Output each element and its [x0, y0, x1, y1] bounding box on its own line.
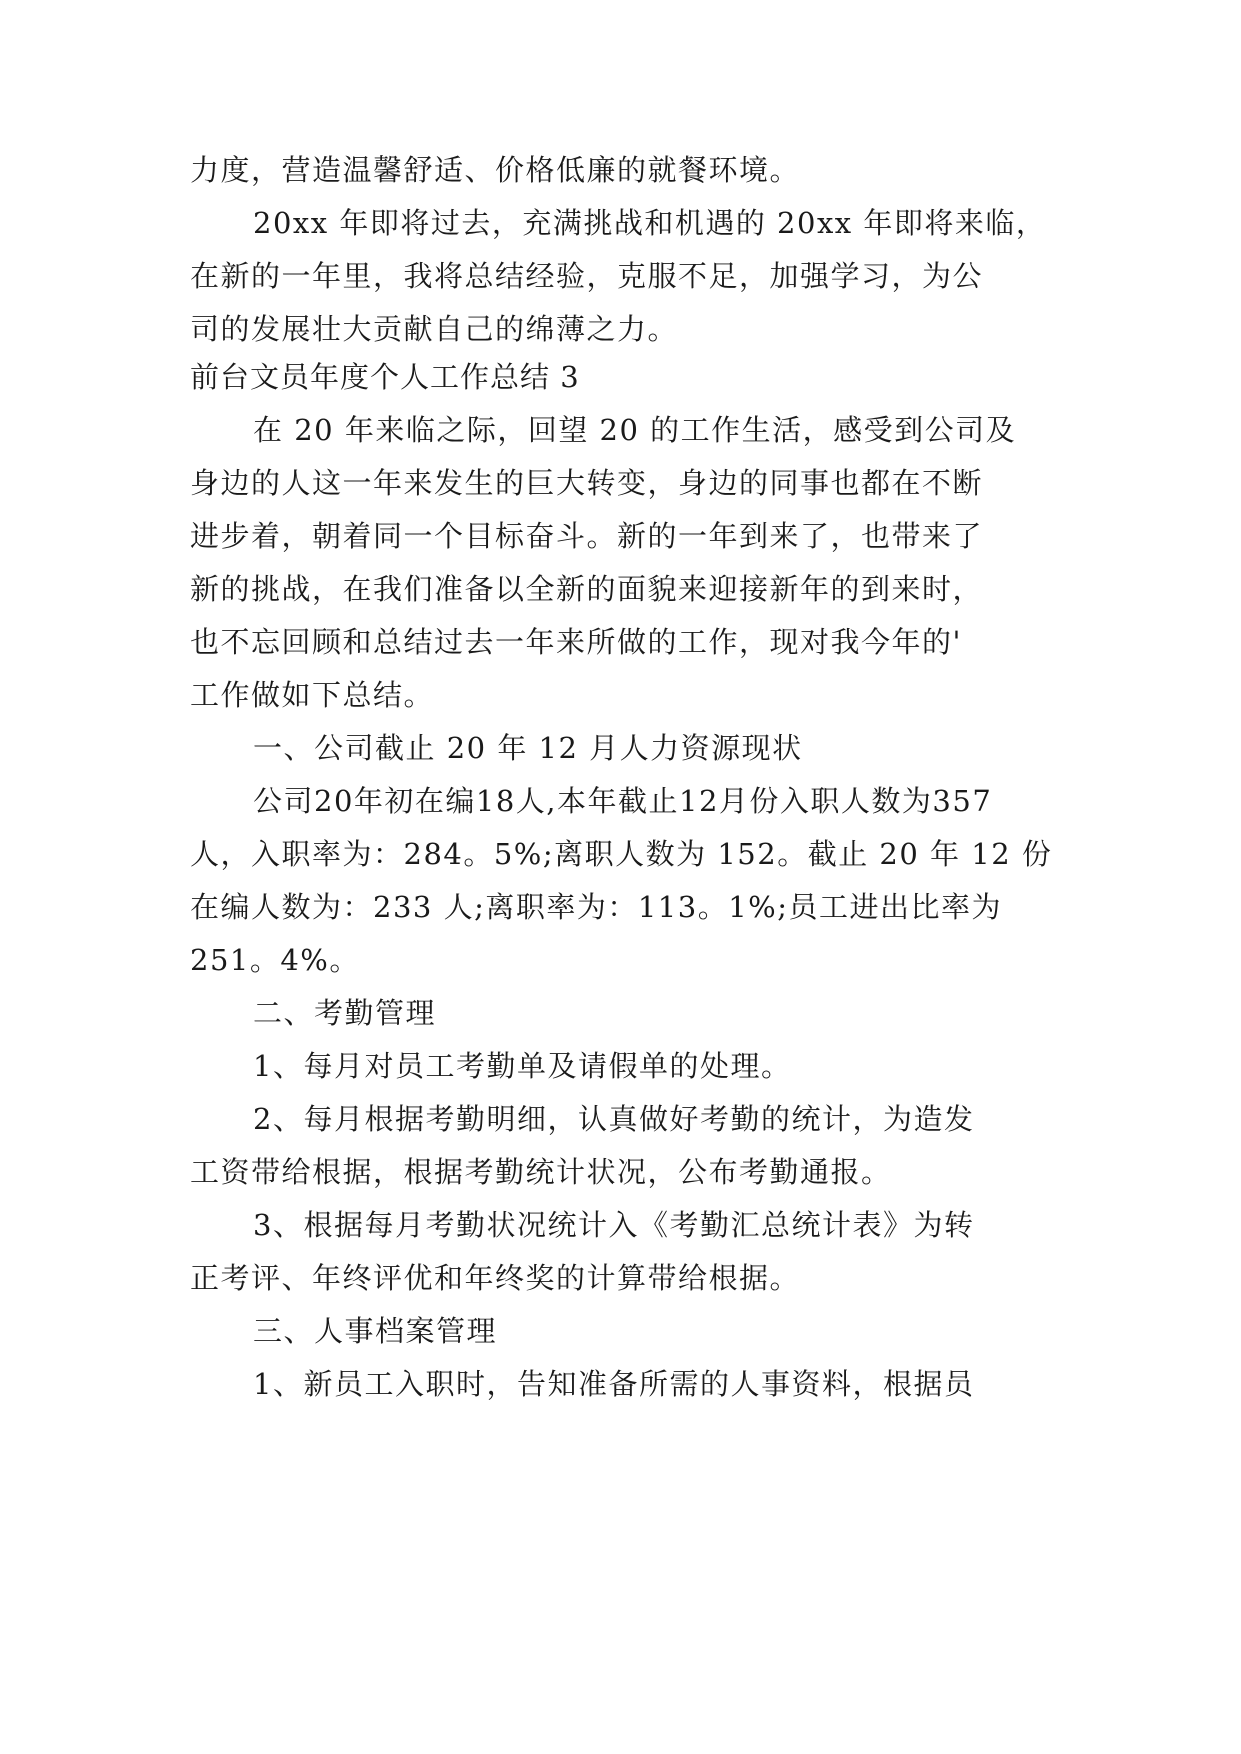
paragraph-line: 三、人事档案管理 [253, 1314, 498, 1348]
paragraph-line: 二、考勤管理 [253, 996, 437, 1030]
paragraph-line: 1、每月对员工考勤单及请假单的处理。 [253, 1049, 792, 1083]
paragraph-line: 2、每月根据考勤明细，认真做好考勤的统计，为造发 [253, 1102, 975, 1136]
paragraph-line: 工资带给根据，根据考勤统计状况，公布考勤通报。 [190, 1155, 892, 1189]
paragraph-line: 身边的人这一年来发生的巨大转变，身边的同事也都在不断 [190, 466, 984, 500]
paragraph-line: 人，入职率为：284。5%;离职人数为 152。截止 20 年 12 份 [190, 837, 1053, 871]
paragraph-line: 司的发展壮大贡献自己的绵薄之力。 [190, 312, 679, 346]
paragraph-line: 一、公司截止 20 年 12 月人力资源现状 [253, 731, 803, 765]
paragraph-line: 正考评、年终评优和年终奖的计算带给根据。 [190, 1261, 801, 1295]
paragraph-line: 在 20 年来临之际，回望 20 的工作生活，感受到公司及 [253, 413, 1017, 447]
paragraph-line: 公司20年初在编18人,本年截止12月份入职人数为357 [253, 784, 993, 818]
paragraph-line: 进步着，朝着同一个目标奋斗。新的一年到来了，也带来了 [190, 519, 984, 553]
paragraph-line: 也不忘回顾和总结过去一年来所做的工作，现对我今年的' [190, 625, 962, 659]
paragraph-line: 3、根据每月考勤状况统计入《考勤汇总统计表》为转 [253, 1208, 975, 1242]
paragraph-line: 20xx 年即将过去，充满挑战和机遇的 20xx 年即将来临， [253, 206, 1047, 240]
paragraph-line: 1、新员工入职时，告知准备所需的人事资料，根据员 [253, 1367, 975, 1401]
paragraph-line: 251。4%。 [190, 943, 360, 977]
paragraph-line: 在新的一年里，我将总结经验，克服不足，加强学习，为公 [190, 259, 984, 293]
section-title: 前台文员年度个人工作总结 3 [190, 360, 580, 394]
paragraph-line: 工作做如下总结。 [190, 678, 435, 712]
paragraph-line: 新的挑战，在我们准备以全新的面貌来迎接新年的到来时， [190, 572, 984, 606]
paragraph-line: 在编人数为：233 人;离职率为：113。1%;员工进出比率为 [190, 890, 1002, 924]
paragraph-line: 力度，营造温馨舒适、价格低廉的就餐环境。 [190, 153, 801, 187]
